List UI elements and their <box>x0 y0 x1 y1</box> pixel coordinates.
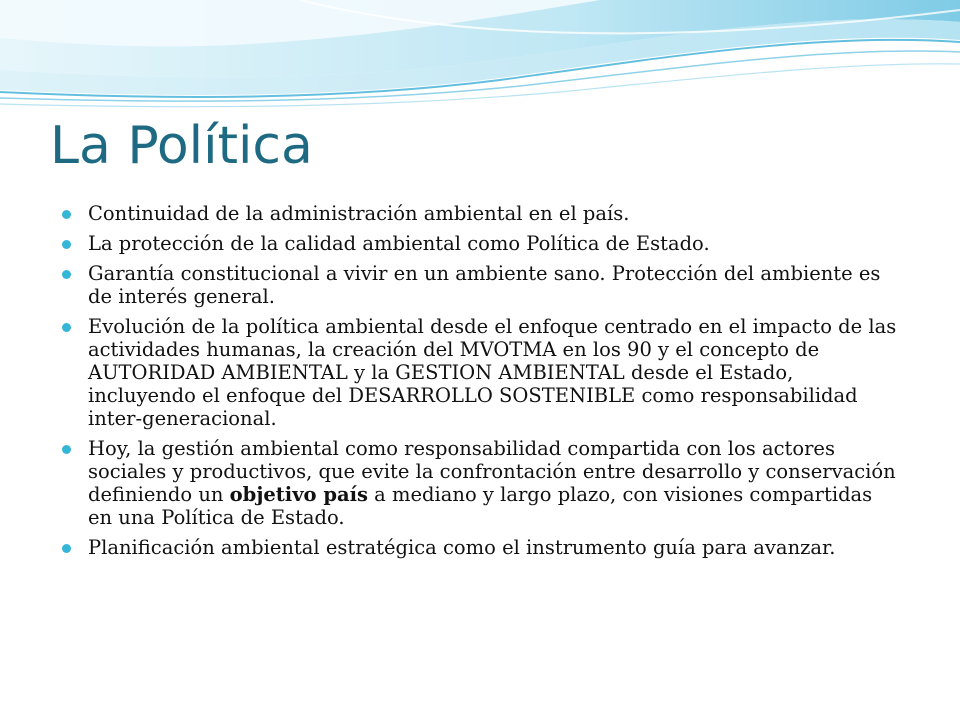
header-wave-decoration <box>0 0 960 130</box>
bullet-dot-icon <box>62 270 71 279</box>
bullet-item <box>62 315 902 430</box>
bullet-text: Continuidad de la administración ambiental en el país. <box>88 202 630 225</box>
bullet-dot-icon <box>62 210 71 219</box>
slide-title: La Política <box>50 116 313 176</box>
bullet-item <box>62 262 902 308</box>
bullet-text-before: Hoy, la gestión ambiental como responsabilidad compartida con los actores sociales y productivos, que evite la confrontación entre desarrollo y conservación definiendo un <box>88 437 896 506</box>
bullet-item <box>62 437 902 529</box>
bullet-text: Evolución de la política ambiental desde el enfoque centrado en el impacto de las actividades humanas, la creación del MVOTMA en los 90 y el concepto de AUTORIDAD AMBIENTAL y la GESTION AMBIENTAL desde el Estado, incluyendo el enfoque del DESARROLLO SOSTENIBLE como responsabilidad inter-generacional. <box>88 315 897 430</box>
bullet-item <box>62 536 902 559</box>
bullet-dot-icon <box>62 240 71 249</box>
bullet-text-after: a mediano y largo plazo, con visiones compartidas en una Política de Estado. <box>88 483 873 529</box>
bullet-text: Planificación ambiental estratégica como el instrumento guía para avanzar. <box>88 536 836 559</box>
bullet-dot-icon <box>62 544 71 553</box>
bullet-text: Garantía constitucional a vivir en un ambiente sano. Protección del ambiente es de interés general. <box>88 262 881 308</box>
bullet-list <box>62 202 902 566</box>
bullet-dot-icon <box>62 445 71 454</box>
bullet-text-bold: objetivo país <box>229 483 368 506</box>
bullet-text: La protección de la calidad ambiental como Política de Estado. <box>88 232 710 255</box>
bullet-dot-icon <box>62 323 71 332</box>
bullet-item <box>62 202 902 225</box>
bullet-item <box>62 232 902 255</box>
